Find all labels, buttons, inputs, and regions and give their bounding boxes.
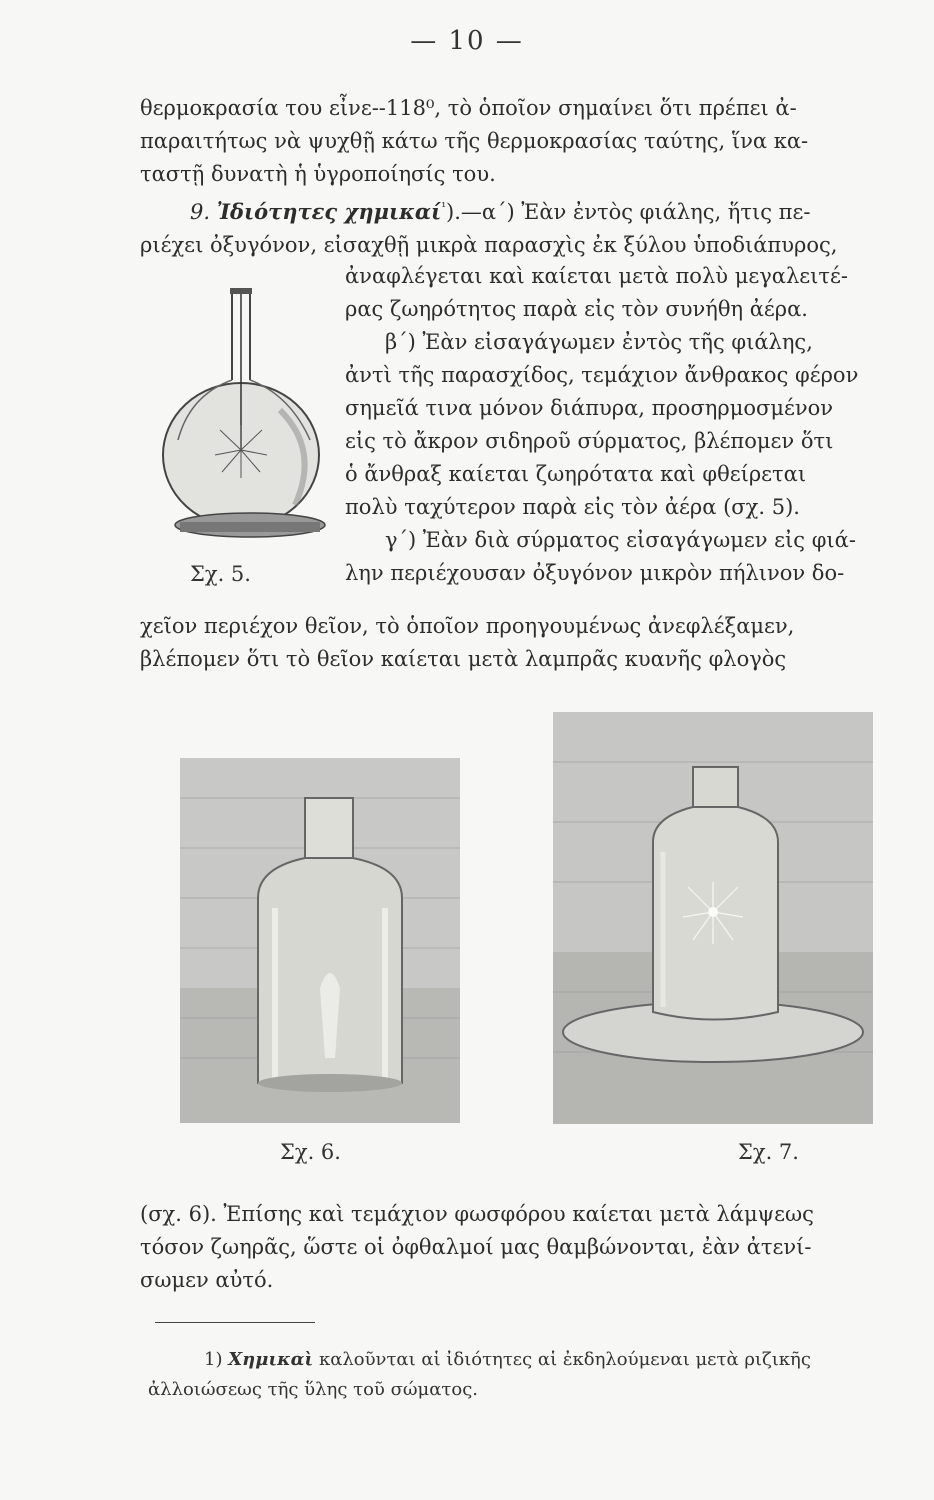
footnote-ref: ¹ <box>441 200 446 214</box>
text-line: εἰς τὸ ἄκρον σιδηροῦ σύρματος, βλέπομεν ὅτι <box>345 429 834 453</box>
text-line: γ΄) Ἐὰν διὰ σύρματος εἰσαγάγωμεν εἰς φιά- <box>385 528 856 552</box>
wrapped-text-block <box>345 260 930 590</box>
text-line: παραιτήτως νὰ ψυχθῇ κάτω τῆς θερμοκρασίας ταύτης, ἵνα κα- <box>140 129 809 153</box>
text-line: ταστῇ δυνατὴ ἡ ὑγροποίησίς του. <box>140 162 496 186</box>
paragraph-intro <box>140 92 930 262</box>
footnote-text: καλοῦνται αἱ ἰδιότητες αἱ ἐκδηλούμεναι μετὰ ριζικῆς <box>313 1349 811 1370</box>
footnote-line <box>148 1345 930 1375</box>
footnote-marker: 1) <box>204 1349 223 1370</box>
text-line: ἀντὶ τῆς παρασχίδος, τεμάχιον ἄνθρακος φέρον <box>345 363 859 387</box>
paragraph-closing <box>140 1198 930 1297</box>
section-number: 9. <box>190 200 211 224</box>
text-line: τόσον ζωηρᾶς, ὥστε οἱ ὀφθαλμοί μας θαμβώνονται, ἐὰν ἀτενί- <box>140 1235 812 1259</box>
text-line: σημεῖά τινα μόνον διάπυρα, προσηρμοσμένον <box>345 396 834 420</box>
figure-5-caption: Σχ. 5. <box>190 562 251 586</box>
text-line: β΄) Ἐὰν εἰσαγάγωμεν ἐντὸς τῆς φιάλης, <box>385 330 813 354</box>
section-title: Ἰδιότητες χημικαί <box>216 199 442 224</box>
text-line: ρας ζωηρότητος παρὰ εἰς τὸν συνήθη ἀέρα. <box>345 297 808 321</box>
figure-7-caption: Σχ. 7. <box>738 1140 799 1164</box>
figure-6-caption: Σχ. 6. <box>280 1140 341 1164</box>
section-text: ).—α΄) Ἐὰν ἐντὸς φιάλης, ἥτις πε- <box>446 200 811 224</box>
text-line: σωμεν αὐτό. <box>140 1268 274 1292</box>
text-line: ριέχει ὀξυγόνον, εἰσαχθῇ μικρὰ παρασχὶς ἐκ ξύλου ὑποδιάπυρος, <box>140 233 838 257</box>
text-line: χεῖον περιέχον θεῖον, τὸ ὁποῖον προηγουμένως ἀνεφλέξαμεν, <box>140 614 795 638</box>
paragraph-continuation <box>140 610 930 676</box>
page-number: — 10 — <box>410 26 524 56</box>
text-line: (σχ. 6). Ἐπίσης καὶ τεμάχιον φωσφόρου καίεται μετὰ λάμψεως <box>140 1202 814 1226</box>
text-line: θερμοκρασία του εἶνε--118⁰, τὸ ὁποῖον σημαίνει ὅτι πρέπει ἀ- <box>140 96 797 120</box>
footnote-line: ἀλλοιώσεως τῆς ὕλης τοῦ σώματος. <box>148 1379 478 1400</box>
text-line: ὁ ἄνθραξ καίεται ζωηρότατα καὶ φθείρεται <box>345 462 807 486</box>
text-line: λην περιέχουσαν ὀξυγόνον μικρὸν πήλινον δο- <box>345 561 845 585</box>
footnote <box>148 1345 930 1405</box>
figure-7-bell-jar-illustration <box>553 712 873 1124</box>
section-heading-line <box>140 191 930 229</box>
text-line: ἀναφλέγεται καὶ καίεται μετὰ πολὺ μεγαλειτέ- <box>345 264 848 288</box>
footnote-divider <box>155 1322 315 1323</box>
text-line: βλέπομεν ὅτι τὸ θεῖον καίεται μετὰ λαμπρᾶς κυανῆς φλογὸς <box>140 647 787 671</box>
footnote-term: Χημικαὶ <box>228 1349 314 1370</box>
figure-6-bottle-illustration <box>180 758 460 1123</box>
figure-5-flask-illustration <box>160 280 340 550</box>
text-line: πολὺ ταχύτερον παρὰ εἰς τὸν ἀέρα (σχ. 5). <box>345 495 800 519</box>
